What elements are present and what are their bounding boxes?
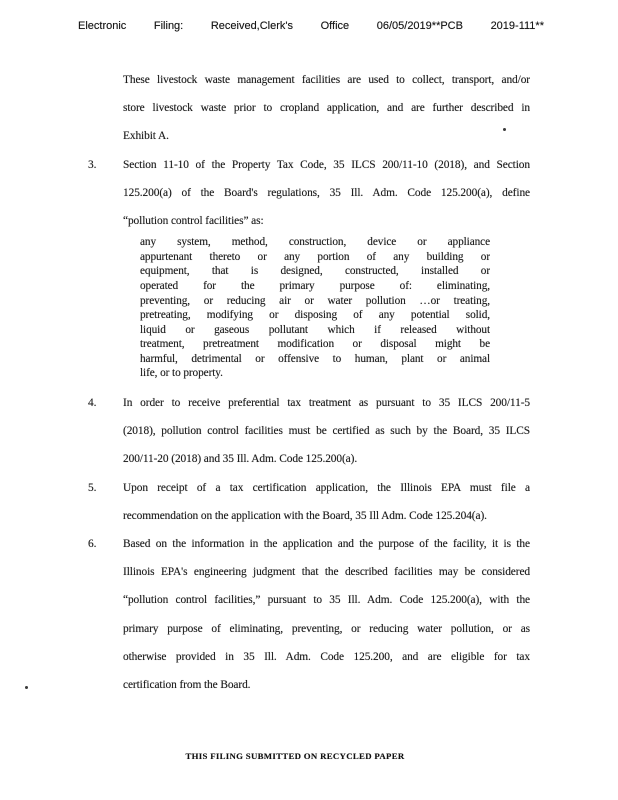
header-word-electronic: Electronic [78, 20, 127, 32]
numbered-paragraph [88, 66, 530, 151]
scan-artifact-dot [503, 128, 506, 131]
text-line: primary purpose of eliminating, preventing, or reducing water pollution, or as [123, 622, 530, 635]
text-line: treatment, pretreatment modification or disposal might be [140, 338, 490, 351]
filing-header [78, 20, 544, 32]
paragraph-number: 6. [88, 538, 97, 550]
text-line: equipment, that is designed, constructed, installed or [140, 265, 490, 278]
text-line: preventing, or reducing air or water pollution …or treating, [140, 294, 490, 307]
text-line: Upon receipt of a tax certification application, the Illinois EPA must file a [123, 481, 530, 494]
text-line: Section 11-10 of the Property Tax Code, 35 ILCS 200/11-10 (2018), and Section [123, 158, 530, 171]
text-line: Based on the information in the application and the purpose of the facility, it is the [123, 538, 530, 550]
header-word-case-number: 2019-111** [490, 20, 544, 32]
text-line: recommendation on the application with the Board, 35 Ill Adm. Code 125.204(a). [123, 509, 487, 522]
text-line: certification from the Board. [123, 678, 251, 691]
text-line: Exhibit A. [123, 130, 169, 143]
text-line: 125.200(a) of the Board's regulations, 35 Ill. Adm. Code 125.200(a), define [123, 186, 530, 199]
paragraph-text [123, 389, 530, 474]
text-line: appurtenant thereto or any portion of any building or [140, 250, 490, 263]
paragraph-text [123, 151, 530, 236]
scan-artifact-dot [25, 686, 28, 689]
header-word-received-clerks: Received,Clerk's [210, 20, 294, 32]
recycled-paper-notice: THIS FILING SUBMITTED ON RECYCLED PAPER [185, 751, 405, 761]
paragraph-number: 3. [88, 158, 97, 171]
text-line: “pollution control facilities” as: [123, 214, 264, 227]
text-line: In order to receive preferential tax treatment as pursuant to 35 ILCS 200/11-5 [123, 397, 530, 410]
text-line: store livestock waste prior to cropland application, and are further described in [123, 102, 530, 115]
header-word-date-docket: 06/05/2019**PCB [376, 20, 463, 32]
text-line: any system, method, construction, device or appliance [140, 236, 490, 249]
text-line: “pollution control facilities,” pursuant to 35 Ill. Adm. Code 125.200(a), with the [123, 594, 530, 607]
text-line: otherwise provided in 35 Ill. Adm. Code 125.200, and are eligible for tax [123, 650, 530, 663]
paragraph-number: 4. [88, 397, 97, 410]
paragraph-number: 5. [88, 481, 97, 494]
paragraph-text [123, 474, 530, 530]
text-line: Illinois EPA's engineering judgment that the described facilities may be considered [123, 566, 530, 579]
paragraph-text [123, 66, 530, 151]
header-word-filing: Filing: [153, 20, 184, 32]
text-line: (2018), pollution control facilities must be certified as such by the Board, 35 ILCS [123, 425, 530, 438]
text-line: These livestock waste management facilities are used to collect, transport, and/or [123, 74, 530, 86]
numbered-paragraph [88, 530, 530, 699]
text-line: life, or to property. [140, 367, 223, 380]
blockquote-text [140, 235, 490, 381]
header-word-office: Office [320, 20, 350, 32]
text-line: harmful, detrimental or offensive to human, plant or animal [140, 352, 490, 365]
document-body [88, 66, 530, 699]
text-line: 200/11-20 (2018) and 35 Ill. Adm. Code 125.200(a). [123, 453, 358, 466]
numbered-paragraph [88, 474, 530, 530]
paragraph-text [123, 530, 530, 699]
numbered-paragraph [88, 389, 530, 474]
blockquote-definition [140, 235, 490, 381]
text-line: liquid or gaseous pollutant which if released without [140, 323, 490, 336]
numbered-paragraph [88, 151, 530, 236]
text-line: pretreating, modifying or disposing of any potential solid, [140, 309, 490, 322]
text-line: operated for the primary purpose of: eliminating, [140, 279, 490, 292]
